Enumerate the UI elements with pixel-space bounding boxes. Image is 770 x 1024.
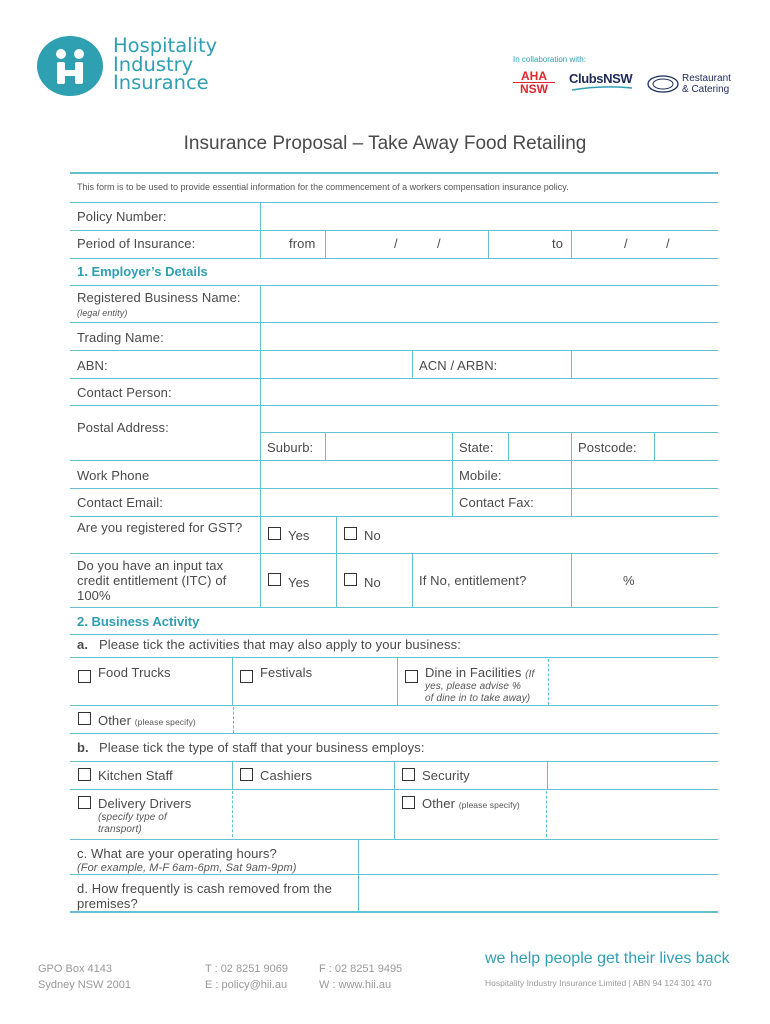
state-field[interactable]: [509, 433, 571, 460]
period-from-field[interactable]: [326, 231, 488, 258]
hii-logo-text: Hospitality Industry Insurance: [113, 34, 218, 94]
intro-text: This form is to be used to provide essential information for the commencement of a workers compensation insurance policy.: [77, 182, 569, 192]
clubs-swoosh-icon: [572, 86, 632, 91]
restaurant-catering-icon: [646, 74, 680, 94]
divider: [336, 516, 337, 607]
footer-contact: T : 02 8251 9069 E : policy@hii.au: [205, 963, 288, 991]
rule: [70, 172, 718, 174]
trading-name-label: Trading Name:: [77, 330, 164, 345]
postcode-field[interactable]: [655, 433, 718, 460]
question-b-label: b.: [77, 740, 89, 755]
divider: [412, 553, 413, 607]
festivals-checkbox[interactable]: [240, 670, 253, 683]
registered-name-field[interactable]: [261, 286, 718, 322]
festivals-label: Festivals: [260, 665, 313, 680]
divider: [397, 657, 398, 705]
email-field[interactable]: [261, 489, 452, 516]
divider: [571, 432, 572, 460]
clubs-nsw-logo: ClubsNSW: [569, 71, 633, 86]
itc-yes-checkbox[interactable]: [268, 573, 281, 586]
date-slash: /: [394, 236, 398, 251]
cash-removal-field[interactable]: [359, 875, 718, 912]
itc-no-label: No: [364, 575, 381, 590]
security-checkbox[interactable]: [402, 768, 415, 781]
other-activity-label: Other (please specify): [98, 713, 196, 728]
delivery-drivers-checkbox[interactable]: [78, 796, 91, 809]
entitlement-label: If No, entitlement?: [419, 573, 527, 588]
date-slash: /: [624, 236, 628, 251]
transport-field[interactable]: [233, 790, 394, 839]
gst-question: Are you registered for GST?: [77, 520, 243, 535]
abn-field[interactable]: [261, 351, 412, 378]
rule: [70, 911, 718, 913]
cashiers-checkbox[interactable]: [240, 768, 253, 781]
dine-in-checkbox[interactable]: [405, 670, 418, 683]
mobile-label: Mobile:: [459, 468, 502, 483]
divider: [232, 761, 233, 789]
state-label: State:: [459, 440, 494, 455]
food-trucks-label: Food Trucks: [98, 665, 171, 680]
hii-logo-mark: [37, 36, 103, 96]
collaboration-label: In collaboration with:: [513, 55, 586, 64]
date-slash: /: [666, 236, 670, 251]
contact-person-label: Contact Person:: [77, 385, 172, 400]
gst-yes-label: Yes: [288, 528, 310, 543]
food-trucks-checkbox[interactable]: [78, 670, 91, 683]
gst-no-label: No: [364, 528, 381, 543]
suburb-field[interactable]: [326, 433, 452, 460]
gst-yes-checkbox[interactable]: [268, 527, 281, 540]
rule: [70, 258, 718, 259]
rule: [70, 607, 718, 608]
policy-number-label: Policy Number:: [77, 209, 167, 224]
period-to-field[interactable]: [572, 231, 718, 258]
cashiers-label: Cashiers: [260, 768, 313, 783]
rule: [70, 516, 718, 517]
trading-name-field[interactable]: [261, 323, 718, 350]
entitlement-field[interactable]: [572, 554, 718, 607]
other-staff-checkbox[interactable]: [402, 796, 415, 809]
dine-in-label: Dine in Facilities (If: [425, 665, 535, 680]
itc-no-checkbox[interactable]: [344, 573, 357, 586]
policy-number-field[interactable]: [261, 203, 718, 230]
delivery-drivers-label: Delivery Drivers: [98, 796, 192, 811]
operating-hours-field[interactable]: [359, 840, 718, 874]
other-activity-checkbox[interactable]: [78, 712, 91, 725]
question-d-text: d. How frequently is cash removed from the premises?: [77, 881, 332, 911]
mobile-field[interactable]: [572, 461, 718, 488]
other-staff-label: Other (please specify): [422, 796, 520, 811]
footer-tagline: we help people get their lives back: [485, 950, 730, 967]
divider: [412, 350, 413, 378]
dine-in-percent-field[interactable]: [549, 658, 718, 705]
registered-name-label: Registered Business Name:: [77, 290, 241, 305]
footer-address: GPO Box 4143 Sydney NSW 2001: [38, 963, 131, 991]
restaurant-catering-logo: Restaurant & Catering: [682, 73, 731, 95]
postal-address-field[interactable]: [261, 406, 718, 432]
rule: [70, 634, 718, 635]
work-phone-label: Work Phone: [77, 468, 150, 483]
legal-entity-note: (legal entity): [77, 308, 128, 318]
divider: [452, 432, 453, 460]
section-2-heading: 2. Business Activity: [77, 614, 200, 629]
dine-in-note: yes, please advise % of dine in to take away): [425, 681, 531, 704]
suburb-label: Suburb:: [267, 440, 314, 455]
acn-label: ACN / ARBN:: [419, 358, 498, 373]
question-c-text: c. What are your operating hours?: [77, 846, 277, 861]
page-title: Insurance Proposal – Take Away Food Retailing: [183, 133, 587, 154]
percent-sign: %: [623, 573, 635, 588]
people-icon: [37, 36, 103, 96]
divider: [394, 761, 395, 839]
contact-person-field[interactable]: [261, 379, 718, 405]
itc-yes-label: Yes: [288, 575, 310, 590]
to-label: to: [552, 236, 564, 251]
security-label: Security: [422, 768, 470, 783]
abn-label: ABN:: [77, 358, 108, 373]
question-b-text: Please tick the type of staff that your business employs:: [99, 740, 425, 755]
transport-note: (specify type of transport): [98, 812, 167, 835]
period-label: Period of Insurance:: [77, 236, 196, 251]
divider: [488, 230, 489, 258]
kitchen-staff-checkbox[interactable]: [78, 768, 91, 781]
divider: [547, 761, 548, 789]
other-staff-field[interactable]: [547, 790, 718, 839]
postal-address-label: Postal Address:: [77, 420, 169, 435]
acn-field[interactable]: [572, 351, 718, 378]
fax-label: Contact Fax:: [459, 495, 534, 510]
question-c-example: (For example, M-F 6am-6pm, Sat 9am-9pm): [77, 862, 297, 874]
section-1-heading: 1. Employer’s Details: [77, 264, 208, 279]
aha-nsw-logo: AHA NSW: [513, 70, 555, 95]
question-a-label: a.: [77, 637, 89, 652]
itc-question: Do you have an input tax credit entitlement (ITC) of 100%: [77, 558, 227, 603]
divider: [232, 657, 233, 705]
postcode-label: Postcode:: [578, 440, 637, 455]
question-a-text: Please tick the activities that may also apply to your business:: [99, 637, 461, 652]
other-activity-field[interactable]: [234, 706, 718, 733]
date-slash: /: [437, 236, 441, 251]
email-label: Contact Email:: [77, 495, 163, 510]
work-phone-field[interactable]: [261, 461, 452, 488]
rule: [70, 733, 718, 734]
fax-field[interactable]: [572, 489, 718, 516]
from-label: from: [289, 236, 316, 251]
footer-company: Hospitality Industry Insurance Limited | ABN 94 124 301 470: [485, 978, 712, 988]
footer-fax-web: F : 02 8251 9495 W : www.hii.au: [319, 963, 403, 991]
kitchen-staff-label: Kitchen Staff: [98, 768, 173, 783]
gst-no-checkbox[interactable]: [344, 527, 357, 540]
